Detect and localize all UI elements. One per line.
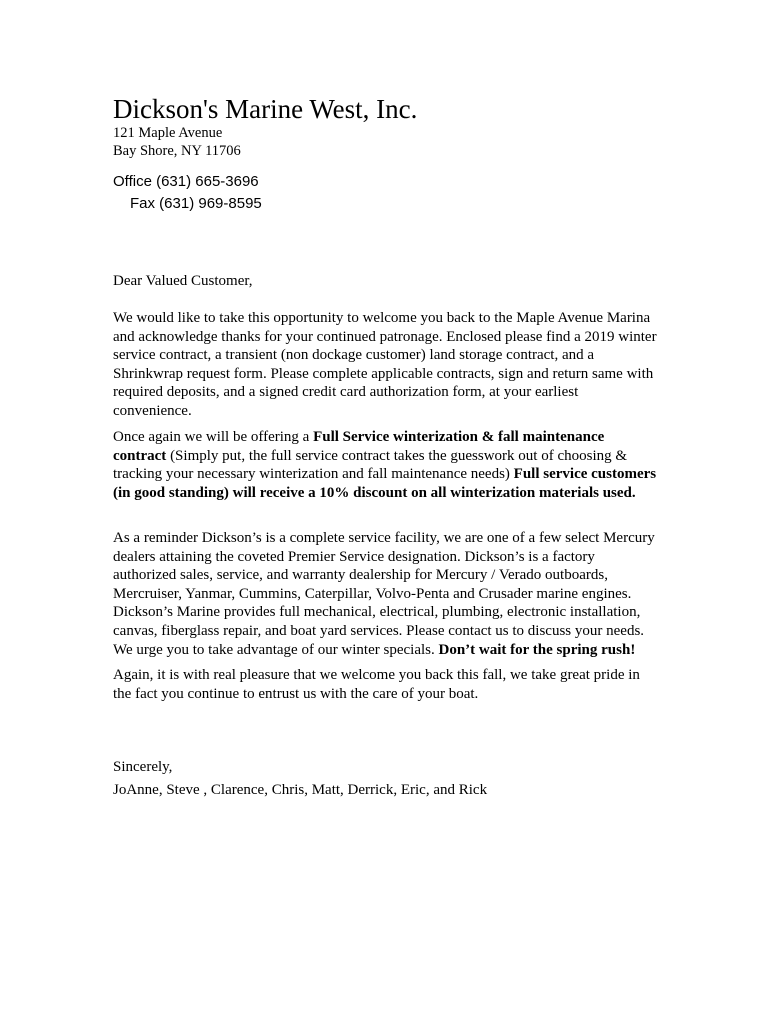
office-phone: Office (631) 665-3696 <box>113 173 259 190</box>
paragraph-service-facility-text: As a reminder Dickson’s is a complete service facility, we are one of a few select Mercury dealers attaining the coveted Premier Service designation. Dickson’s is a factory authorized sales, service, and warranty dealership for Mercury / Verado outboards, Mercruiser, Yanmar, Cummins, Caterpillar, Volvo-Penta and Crusader marine engines. Dickson’s Marine provides full mechanical, electrical, plumbing, electronic installation, canvas, fiberglass repair, and boat yard services. Please contact us to discuss your needs. We urge you to take advantage of our winter specials. <box>113 530 655 658</box>
address-line-1: 121 Maple Avenue <box>113 125 223 141</box>
paragraph-full-service-middle: (Simply put, the full service contract takes the guesswork out of choosing & tracking your necessary winterization and fall maintenance needs) <box>113 447 628 483</box>
paragraph-full-service-intro: Once again we will be offering a <box>113 429 314 445</box>
signers: JoAnne, Steve , Clarence, Chris, Matt, Derrick, Eric, and Rick <box>113 782 488 798</box>
full-service-offer: Full Service winterization & fall maintenance contract <box>113 429 605 464</box>
greeting: Dear Valued Customer, <box>113 273 253 289</box>
discount-notice: Full service customers (in good standing) will receive a 10% discount on all winterization materials used. <box>113 466 657 501</box>
paragraph-closing-thanks: Again, it is with real pleasure that we welcome you back this fall, we take great pride in the fact you continue to entrust us with the care of your boat. <box>113 667 640 702</box>
paragraph-service-facility <box>113 529 658 659</box>
closing: Sincerely, <box>113 759 173 775</box>
paragraph-full-service <box>113 428 658 502</box>
fax-number: Fax (631) 969-8595 <box>130 195 262 212</box>
address-line-2: Bay Shore, NY 11706 <box>113 143 241 159</box>
company-name: Dickson's Marine West, Inc. <box>113 94 418 124</box>
spring-rush-callout: Don’t wait for the spring rush! <box>438 641 636 658</box>
paragraph-welcome: We would like to take this opportunity to welcome you back to the Maple Avenue Marina and acknowledge thanks for your continued patronage. Enclosed please find a 2019 winter service contract, a transient (non dockage customer) land storage contract, and a Shrinkwrap request form. Please complete applicable contracts, sign and return same with required deposits, and a signed credit card authorization form, at your earliest convenience. <box>113 310 657 419</box>
